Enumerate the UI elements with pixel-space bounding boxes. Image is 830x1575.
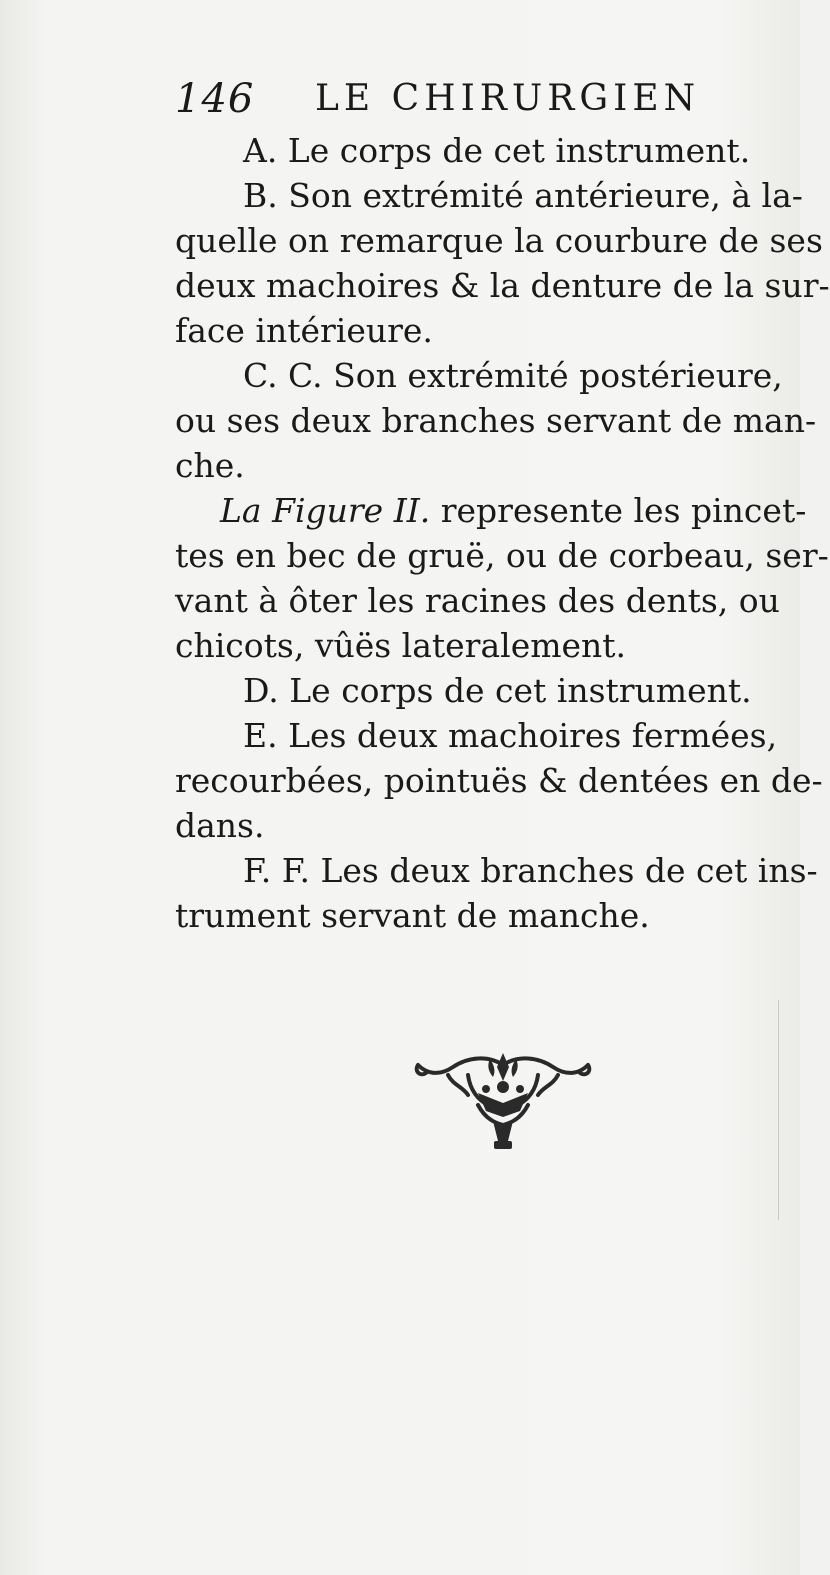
text-line: deux machoires & la denture de la sur- <box>175 266 830 305</box>
text-line: face intérieure. <box>175 311 433 350</box>
text-line: chicots, vûës lateralement. <box>175 626 627 665</box>
figure-intro-line <box>175 488 807 533</box>
text-line: E. Les deux machoires fermées, <box>243 716 778 755</box>
page-header <box>175 76 735 126</box>
text-line: A. Le corps de cet instrument. <box>243 131 751 170</box>
running-title: LE CHIRURGIEN <box>315 78 701 119</box>
body-text <box>175 128 830 938</box>
fleuron-ornament-icon <box>408 1045 598 1155</box>
text-line: che. <box>175 446 245 485</box>
text-line: trument servant de manche. <box>175 896 650 935</box>
text-line: dans. <box>175 806 265 845</box>
figure-intro-text: represente les pincet- <box>430 491 807 530</box>
text-line: tes en bec de gruë, ou de corbeau, ser- <box>175 536 829 575</box>
text-line: vant à ôter les racines des dents, ou <box>175 581 780 620</box>
text-line: D. Le corps de cet instrument. <box>243 671 752 710</box>
text-line: C. C. Son extrémité postérieure, <box>243 356 783 395</box>
text-line: F. F. Les deux branches de cet ins- <box>243 851 818 890</box>
text-line: ou ses deux branches servant de man- <box>175 401 817 440</box>
text-line: recourbées, pointuës & dentées en de- <box>175 761 823 800</box>
figure-reference: La Figure II. <box>220 491 431 530</box>
page-edge-line <box>778 1000 779 1220</box>
page-number: 146 <box>175 76 255 122</box>
text-line: B. Son extrémité antérieure, à la- <box>243 176 803 215</box>
text-line: quelle on remarque la courbure de ses <box>175 221 823 260</box>
